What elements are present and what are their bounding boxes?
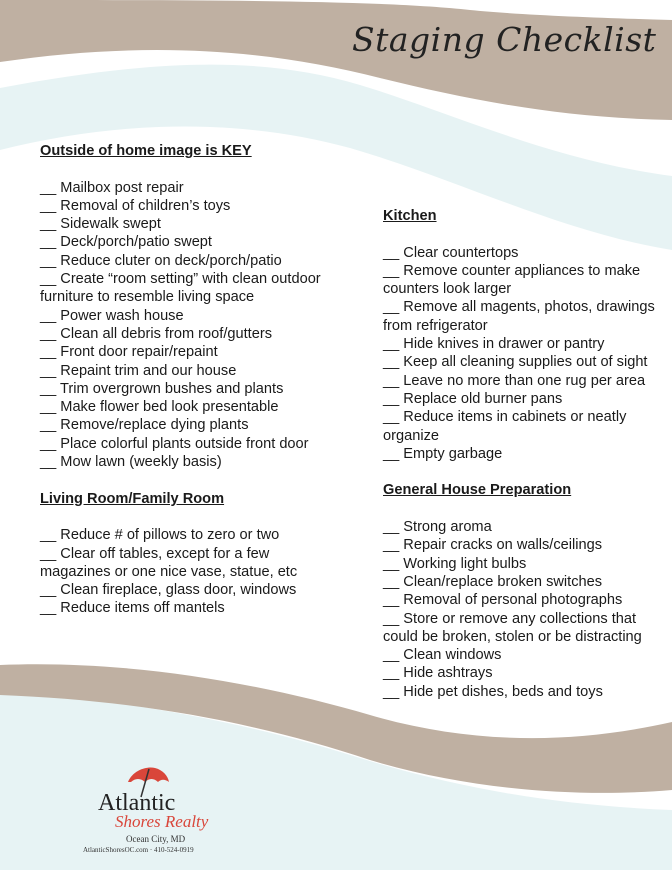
- living-list: [40, 526, 340, 617]
- list-item: __ Store or remove any collections that could be broken, stolen or be distracting: [383, 610, 642, 645]
- list-item: __ Clear off tables, except for a few magazines or one nice vase, statue, etc: [40, 545, 298, 580]
- list-item: __ Power wash house: [40, 307, 184, 324]
- list-item: __ Sidewalk swept: [40, 216, 161, 233]
- page-title: Staging Checklist: [352, 20, 657, 59]
- outside-list: [40, 179, 340, 472]
- list-item: __ Mailbox post repair: [40, 179, 184, 196]
- outside-heading: Outside of home image is KEY: [40, 143, 252, 159]
- list-item: __ Strong aroma: [383, 519, 492, 536]
- list-item: __ Repaint trim and our house: [40, 362, 237, 379]
- list-item: __ Reduce items in cabinets or neatly organize: [383, 409, 627, 444]
- list-item: __ Hide ashtrays: [383, 665, 493, 682]
- list-item: __ Remove counter appliances to make counters look larger: [383, 262, 641, 298]
- list-item: __ Clean fireplace, glass door, windows: [40, 582, 297, 599]
- list-item: __ Replace old burner pans: [383, 390, 563, 407]
- kitchen-heading: Kitchen: [383, 208, 437, 224]
- list-item: __ Removal of personal photographs: [383, 592, 623, 609]
- list-item: __ Reduce # of pillows to zero or two: [40, 527, 280, 544]
- logo-name: Atlantic: [98, 790, 176, 816]
- list-item: __ Hide knives in drawer or pantry: [383, 336, 605, 353]
- list-item: __ Create “room setting” with clean outdoor furniture to resemble living space: [40, 271, 321, 306]
- list-item: __ Keep all cleaning supplies out of sight: [383, 354, 648, 371]
- living-heading: Living Room/Family Room: [40, 490, 225, 507]
- left-column: [40, 142, 340, 618]
- list-item: __ Clean all debris from roof/gutters: [40, 325, 272, 342]
- list-item: __ Make flower bed look presentable: [40, 399, 279, 416]
- list-item: __ Trim overgrown bushes and plants: [40, 380, 284, 397]
- list-item: __ Clean windows: [383, 647, 502, 664]
- list-item: __ Reduce cluter on deck/porch/patio: [40, 252, 282, 269]
- list-item: __ Remove all magents, photos, drawings from refrigerator: [383, 299, 655, 334]
- list-item: __ Deck/porch/patio swept: [40, 234, 212, 251]
- list-item: __ Working light bulbs: [383, 555, 527, 572]
- list-item: __ Remove/replace dying plants: [40, 417, 249, 434]
- kitchen-list: [383, 244, 672, 464]
- logo-subname: Shores Realty: [115, 812, 209, 831]
- logo-city: Ocean City, MD: [126, 834, 186, 844]
- list-item: __ Mow lawn (weekly basis): [40, 454, 222, 471]
- company-logo: [70, 764, 240, 864]
- list-item: __ Clean/replace broken switches: [383, 573, 603, 590]
- general-heading: General House Preparation: [383, 482, 572, 499]
- list-item: __ Place colorful plants outside front door: [40, 435, 309, 452]
- list-item: __ Reduce items off mantels: [40, 600, 225, 617]
- list-item: __ Removal of children’s toys: [40, 197, 231, 214]
- general-list: [383, 518, 672, 701]
- logo-contact: AtlanticShoresOC.com · 410-524-0919: [83, 846, 194, 854]
- list-item: __ Leave no more than one rug per area: [383, 372, 646, 389]
- right-column: [383, 207, 672, 701]
- list-item: __ Clear countertops: [383, 244, 519, 261]
- list-item: __ Front door repair/repaint: [40, 344, 218, 361]
- list-item: __ Hide pet dishes, beds and toys: [383, 683, 603, 700]
- list-item: __ Empty garbage: [383, 445, 503, 462]
- list-item: __ Repair cracks on walls/ceilings: [383, 537, 602, 554]
